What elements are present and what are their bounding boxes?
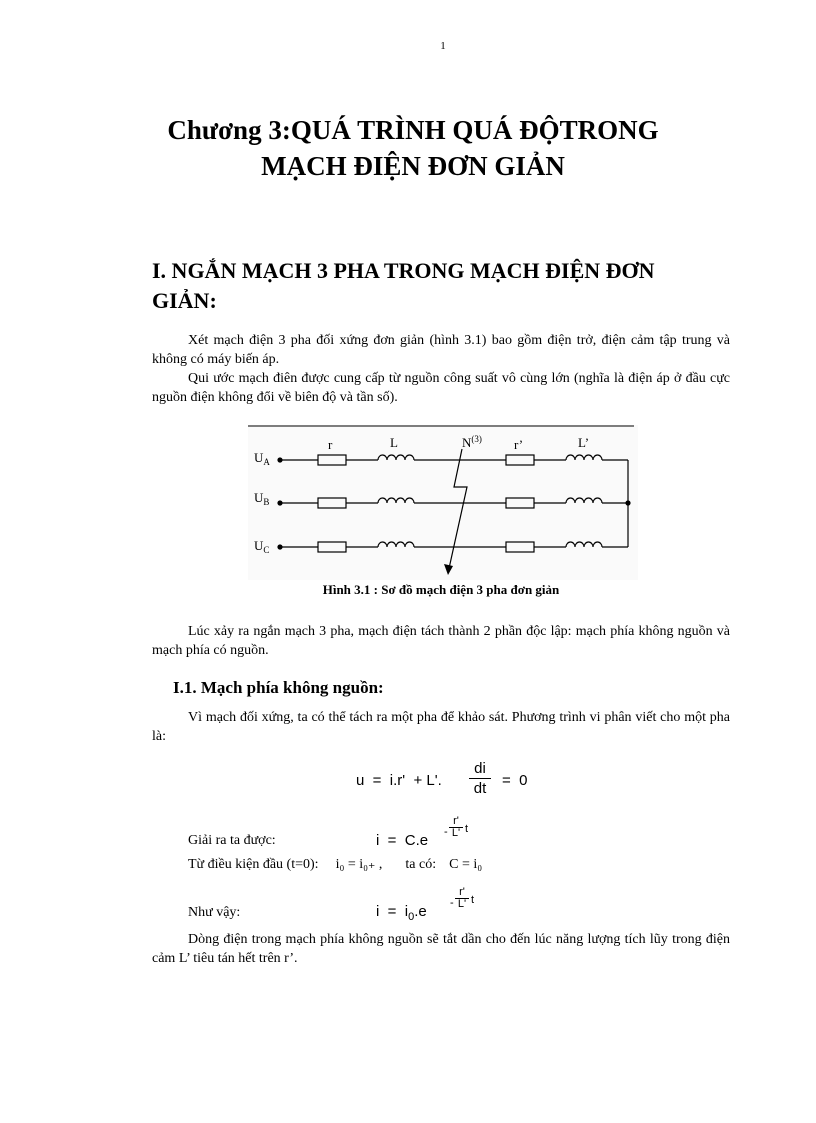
chapter-title-line1: Chương 3:QUÁ TRÌNH QUÁ ĐỘTRONG bbox=[167, 115, 659, 145]
paragraph-3 bbox=[152, 622, 730, 660]
eq1-lhs: u = i.r' + L'. bbox=[356, 772, 442, 789]
thus-exp-den: L' bbox=[457, 898, 467, 910]
paragraph-3-text: Lúc xảy ra ngắn mạch 3 pha, mạch điện tách thành 2 phần độc lập: mạch phía không nguồn và mạch phía có nguồn. bbox=[152, 624, 730, 658]
eq1-frac-num: di bbox=[469, 760, 491, 779]
thus-exp-sign: - bbox=[450, 897, 454, 909]
solve-exp-sign: - bbox=[444, 826, 448, 838]
solve-label: Giải ra ta được: bbox=[188, 833, 276, 848]
thus-exp-t: t bbox=[471, 894, 475, 906]
solve-lhs: i = C.e bbox=[376, 832, 429, 849]
initial-ta-co: ta có: bbox=[405, 857, 437, 872]
figure-caption: Hình 3.1 : Sơ đồ mạch điện 3 pha đơn giản bbox=[322, 582, 560, 597]
terminal-a bbox=[278, 458, 282, 462]
paragraph-4-text: Vì mạch đối xứng, ta có thể tách ra một pha để khảo sát. Phương trình vi phân viết cho một pha là: bbox=[152, 710, 730, 744]
section-title bbox=[152, 256, 752, 316]
eq1-frac-den: dt bbox=[473, 780, 487, 797]
paragraph-5 bbox=[152, 930, 730, 968]
thus-label: Như vậy: bbox=[188, 905, 241, 920]
terminal-b bbox=[278, 501, 282, 505]
label-N: $N^{(3)}$ bbox=[462, 434, 482, 450]
paragraph-2 bbox=[152, 369, 730, 407]
label-L-prime: L’ bbox=[578, 435, 590, 450]
label-ub: $U_B$ bbox=[254, 490, 270, 507]
initial-condition-line bbox=[188, 856, 482, 873]
solve-exp-num: r' bbox=[449, 816, 463, 828]
paragraph-2-text: Qui ước mạch điên được cung cấp từ nguồn công suất vô cùng lớn (nghĩa là điện áp ở đầu cực nguồn điện không đổi về biên độ và tần số). bbox=[152, 371, 730, 405]
paragraph-1-text: Xét mạch điện 3 pha đối xứng đơn giản (hình 3.1) bao gồm điện trở, điện cảm tập trung và không có máy biến áp. bbox=[152, 333, 730, 367]
eq1-fraction bbox=[469, 760, 491, 799]
label-uc: $U_C$ bbox=[254, 538, 270, 555]
chapter-title-line2: MẠCH ĐIỆN ĐƠN GIẢN bbox=[261, 151, 565, 181]
label-r-prime: r’ bbox=[514, 437, 524, 452]
initial-label: Từ điều kiện đầu (t=0): bbox=[188, 857, 319, 872]
paragraph-4 bbox=[152, 708, 730, 746]
label-r: r bbox=[328, 437, 333, 452]
circuit-diagram bbox=[248, 425, 638, 580]
thus-exp-num: r' bbox=[455, 887, 469, 899]
section-title-line1: I. NGẮN MẠCH 3 PHA TRONG MẠCH ĐIỆN ĐƠN bbox=[152, 258, 655, 283]
thus-lhs: $i = i_0.e$ bbox=[376, 903, 427, 923]
label-ua: $U_A$ bbox=[254, 450, 270, 467]
terminal-c bbox=[278, 545, 282, 549]
chapter-title bbox=[120, 112, 706, 184]
paragraph-1 bbox=[152, 331, 730, 369]
solve-exp-frac bbox=[449, 816, 463, 839]
paragraph-5-text: Dòng điện trong mạch phía không nguồn sẽ tắt dần cho đến lúc năng lượng tích lũy trong điện cảm L’ tiêu tán hết trên r’. bbox=[152, 932, 730, 966]
thus-exp-frac bbox=[455, 887, 469, 910]
subsection-title: I.1. Mạch phía không nguồn: bbox=[173, 678, 384, 697]
solve-exp-den: L' bbox=[451, 827, 461, 839]
eq1-rhs: = 0 bbox=[502, 772, 528, 789]
page-number: 1 bbox=[440, 40, 446, 52]
solve-exp-t: t bbox=[465, 823, 469, 835]
initial-cond: i₀ = i₀₊ , bbox=[335, 857, 383, 872]
initial-result: C = i₀ bbox=[449, 857, 483, 872]
label-L: L bbox=[390, 435, 398, 450]
section-title-line2: GIẢN: bbox=[152, 288, 217, 313]
